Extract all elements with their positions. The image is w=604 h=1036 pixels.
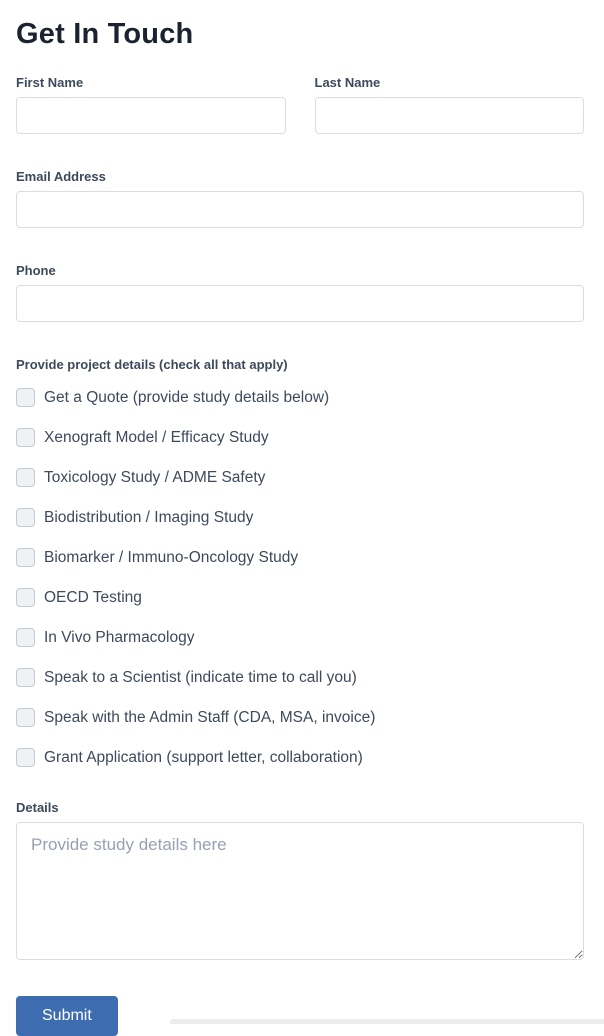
checkbox-row-admin-staff[interactable]: [16, 708, 584, 727]
submit-button[interactable]: Submit: [16, 996, 118, 1036]
checkbox-row-biomarker[interactable]: [16, 548, 584, 567]
checkbox[interactable]: [16, 668, 35, 687]
details-label: Details: [16, 800, 59, 815]
checkbox-label: Xenograft Model / Efficacy Study: [44, 428, 269, 446]
checkbox-row-biodistribution[interactable]: [16, 508, 584, 527]
checkbox[interactable]: [16, 508, 35, 527]
checkbox-row-in-vivo[interactable]: [16, 628, 584, 647]
phone-group: [16, 263, 584, 322]
checkbox-row-get-a-quote[interactable]: [16, 388, 584, 407]
first-name-field[interactable]: [16, 97, 286, 134]
checkbox[interactable]: [16, 708, 35, 727]
checkbox-label: Biomarker / Immuno-Oncology Study: [44, 548, 299, 566]
last-name-field[interactable]: [315, 97, 585, 134]
checkbox-label: Get a Quote (provide study details below): [44, 388, 330, 406]
checkbox[interactable]: [16, 628, 35, 647]
checkbox-row-xenograft[interactable]: [16, 428, 584, 447]
details-group: [16, 800, 584, 965]
checkbox[interactable]: [16, 548, 35, 567]
details-textarea[interactable]: [16, 822, 584, 960]
checkbox-label: Toxicology Study / ADME Safety: [44, 468, 266, 486]
checkbox-row-oecd[interactable]: [16, 588, 584, 607]
page-title: Get In Touch: [16, 18, 194, 50]
checkbox-label: In Vivo Pharmacology: [44, 628, 195, 646]
name-row: [16, 75, 584, 134]
checkbox-row-toxicology[interactable]: [16, 468, 584, 487]
checkbox[interactable]: [16, 748, 35, 767]
checkbox-row-speak-scientist[interactable]: [16, 668, 584, 687]
email-group: [16, 169, 584, 228]
checkbox-label: Grant Application (support letter, collaboration): [44, 748, 363, 766]
checkbox-label: Biodistribution / Imaging Study: [44, 508, 254, 526]
checkbox[interactable]: [16, 588, 35, 607]
first-name-group: [16, 75, 286, 134]
checkbox[interactable]: [16, 468, 35, 487]
email-label: Email Address: [16, 169, 106, 184]
checkbox[interactable]: [16, 428, 35, 447]
checkbox-label: Speak with the Admin Staff (CDA, MSA, invoice): [44, 708, 376, 726]
last-name-label: Last Name: [314, 75, 381, 90]
checkbox-label: Speak to a Scientist (indicate time to call you): [44, 668, 357, 686]
phone-field[interactable]: [16, 285, 584, 322]
first-name-label: First Name: [16, 75, 84, 90]
email-field[interactable]: [16, 191, 584, 228]
project-details-group: [16, 357, 584, 767]
checkbox-label: OECD Testing: [44, 588, 142, 606]
phone-label: Phone: [16, 263, 56, 278]
below-fold-element-edge: [170, 1019, 604, 1024]
project-details-label: Provide project details (check all that apply): [16, 357, 288, 372]
checkbox-row-grant-application[interactable]: [16, 748, 584, 767]
checkbox[interactable]: [16, 388, 35, 407]
last-name-group: [315, 75, 585, 134]
